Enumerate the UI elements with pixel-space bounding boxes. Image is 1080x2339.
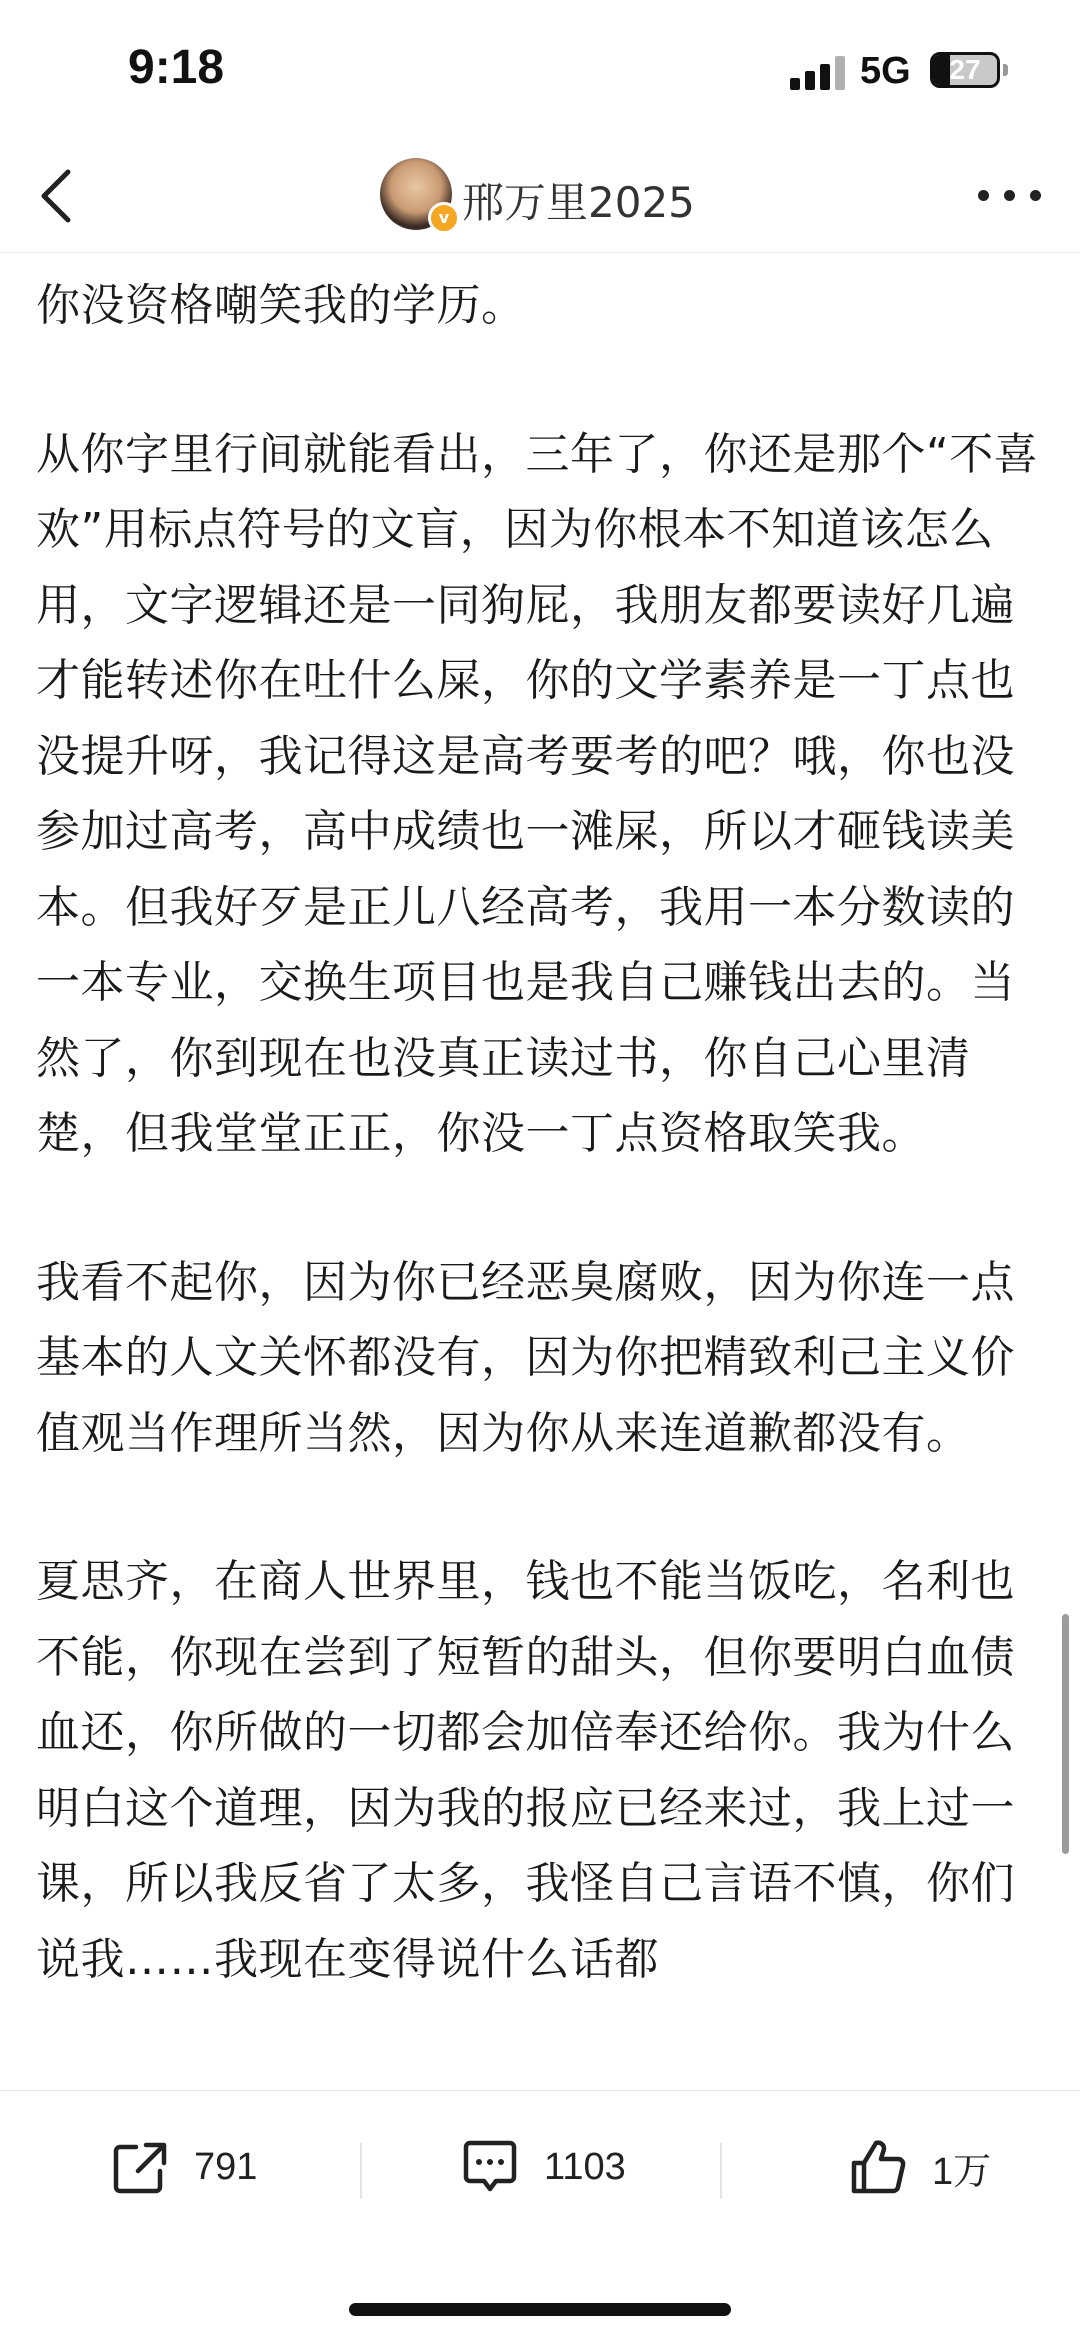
share-icon (108, 2135, 172, 2199)
more-button[interactable] (970, 170, 1050, 220)
like-count: 1万 (932, 2150, 992, 2193)
username[interactable]: 邢万里2025 (462, 178, 695, 227)
like-button[interactable] (846, 2111, 991, 2223)
article-paragraph: 我看不起你，因为你已经恶臭腐败，因为你连一点基本的人文关怀都没有，因为你把精致利己主义价值观当作理所当然，因为你从来连道歉都没有。 (36, 1256, 1015, 1459)
action-bar (0, 2090, 1080, 2339)
share-button[interactable] (108, 2111, 257, 2223)
home-indicator[interactable] (349, 2303, 731, 2316)
article-body (36, 268, 1046, 2090)
comment-icon (458, 2135, 522, 2199)
battery-level: 27 (949, 54, 981, 85)
share-count: 791 (194, 2145, 258, 2188)
signal-icon (790, 56, 846, 90)
battery-cap (1003, 64, 1008, 76)
comment-button[interactable] (458, 2111, 626, 2223)
divider (720, 2143, 722, 2199)
thumbs-up-icon (846, 2135, 910, 2199)
status-bar (0, 0, 1080, 140)
back-button[interactable] (24, 158, 100, 234)
article-paragraph: 从你字里行间就能看出，三年了，你还是那个“不喜欢”用标点符号的文盲，因为你根本不知道该怎么用，文字逻辑还是一同狗屁，我朋友都要读好几遍才能转述你在吐什么屎，你的文学素养是一丁点也没提升呀，我记得这是高考要考的吧？哦，你也没参加过高考，高中成绩也一滩屎，所以才砸钱读美本。但我好歹是正儿八经高考，我用一本分数读的一本专业，交换生项目也是我自己赚钱出去的。当然了，你到现在也没真正读过书，你自己心里清楚，但我堂堂正正，你没一丁点资格取笑我。 (36, 428, 1039, 1159)
divider (360, 2143, 362, 2199)
scrollbar[interactable] (1062, 1614, 1069, 1854)
battery-icon (930, 52, 1000, 88)
back-chevron-icon (24, 158, 100, 234)
network-type: 5G (860, 50, 911, 92)
nav-bar (0, 140, 1080, 253)
comment-count: 1103 (544, 2145, 626, 2188)
article-paragraph: 你没资格嘲笑我的学历。 (36, 280, 526, 331)
article-paragraph: 夏思齐，在商人世界里，钱也不能当饭吃，名利也不能，你现在尝到了短暂的甜头，但你要明白血债血还，你所做的一切都会加倍奉还给你。我为什么明白这个道理，因为我的报应已经来过，我上过一课，所以我反省了太多，我怪自己言语不慎，你们说我……我现在变得说什么话都 (36, 1556, 1015, 1985)
verified-badge: v (428, 202, 460, 234)
status-time: 9:18 (128, 41, 225, 94)
